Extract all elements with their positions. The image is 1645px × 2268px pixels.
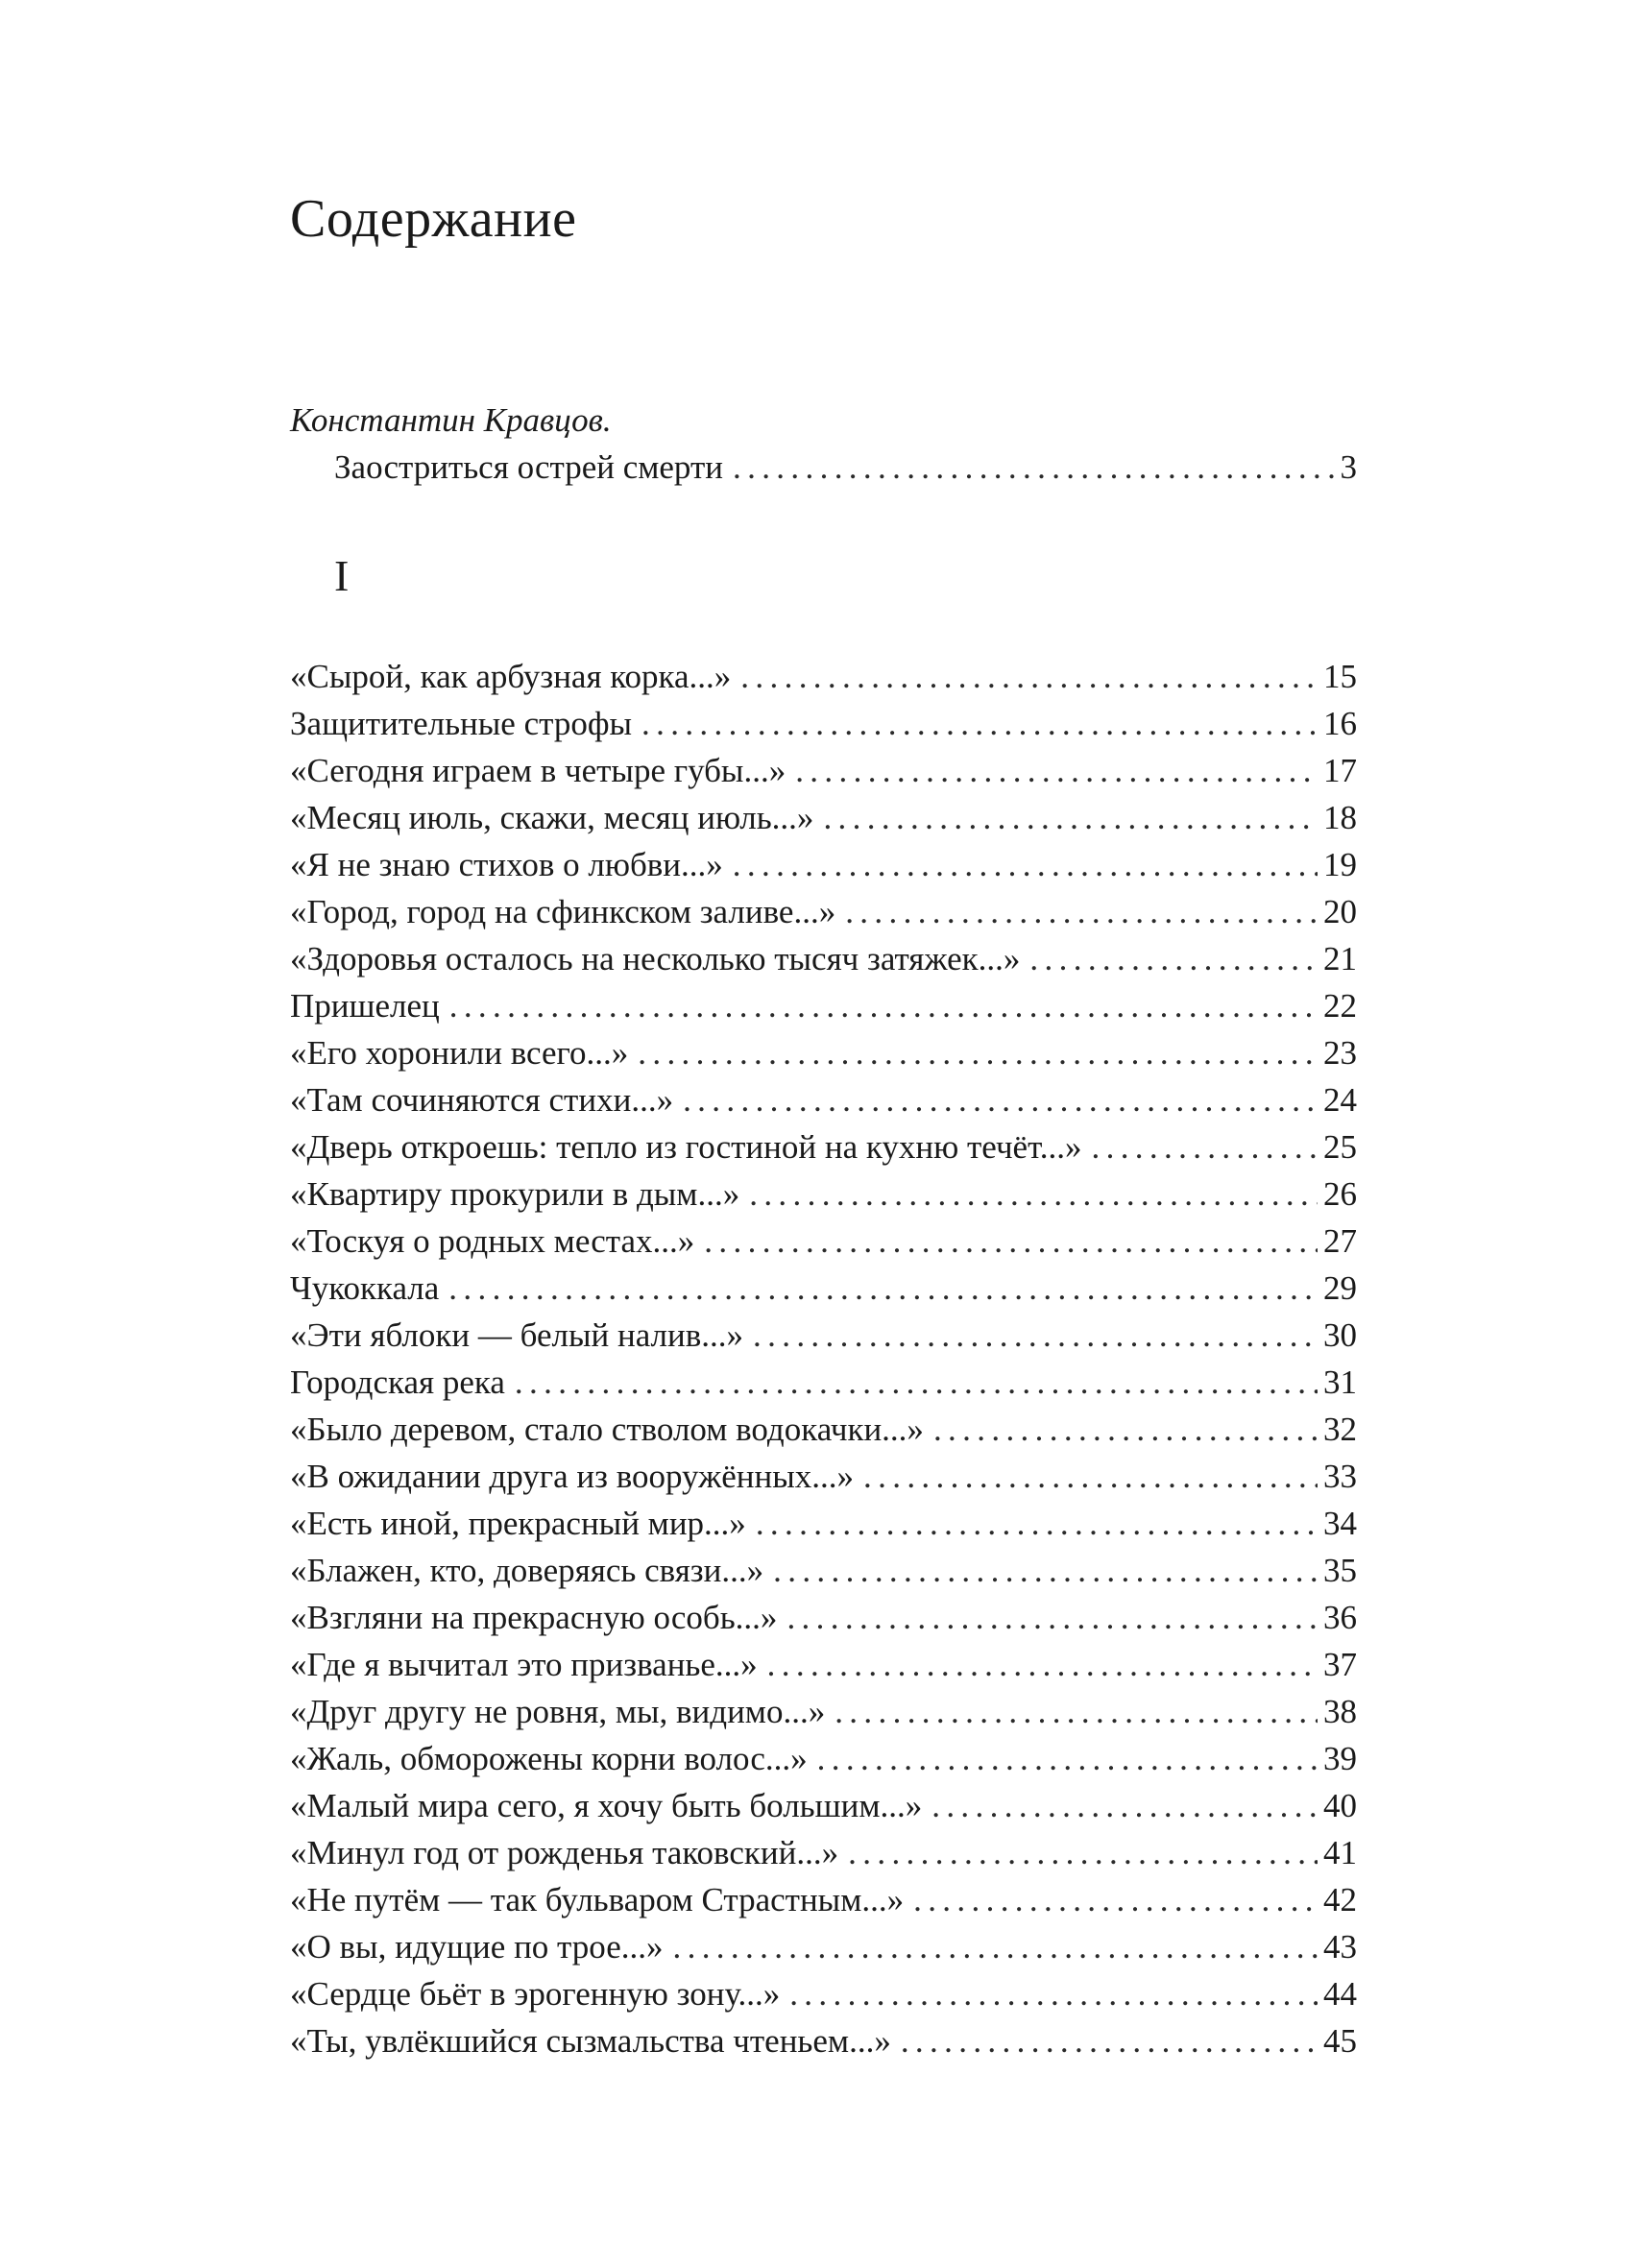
dot-leader — [773, 1547, 1318, 1594]
toc-entry[interactable] — [290, 1406, 1357, 1453]
dot-leader — [1092, 1123, 1318, 1170]
toc-entry-title: «Эти яблоки — белый налив...» — [290, 1316, 744, 1354]
toc-entry[interactable] — [290, 1029, 1357, 1076]
dot-leader — [733, 444, 1335, 491]
toc-entry-title: «Жаль, обморожены корни волос...» — [290, 1740, 808, 1777]
intro-entry — [290, 397, 1357, 491]
toc-entry[interactable] — [290, 1170, 1357, 1218]
toc-entry-title: «Минул год от рожденья таковский...» — [290, 1834, 839, 1871]
dot-leader — [933, 1406, 1318, 1453]
toc-page-number: 39 — [1323, 1740, 1357, 1777]
dot-leader — [863, 1453, 1318, 1500]
toc-entry[interactable] — [290, 1876, 1357, 1923]
toc-entry-title: «Было деревом, стало стволом водокачки...» — [290, 1411, 924, 1448]
toc-page-number: 37 — [1323, 1646, 1357, 1683]
dot-leader — [767, 1641, 1318, 1688]
toc-page-number: 41 — [1323, 1834, 1357, 1871]
toc-entry-title: Чукоккала — [290, 1269, 440, 1307]
dot-leader — [673, 1923, 1318, 1970]
dot-leader — [704, 1218, 1318, 1265]
toc-entry-title: «Тоскуя о родных местах...» — [290, 1222, 695, 1260]
dot-leader — [515, 1359, 1318, 1406]
toc-entry[interactable] — [290, 1453, 1357, 1500]
dot-leader — [641, 700, 1318, 747]
toc-entry-title: «Сегодня играем в четыре губы...» — [290, 752, 786, 789]
toc-entry-title: «Квартиру прокурили в дым...» — [290, 1175, 740, 1213]
toc-entry-title: «Там сочиняются стихи...» — [290, 1081, 674, 1119]
toc-entry[interactable] — [290, 888, 1357, 935]
toc-entry[interactable] — [290, 1359, 1357, 1406]
toc-entry-title: «Где я вычитал это призванье...» — [290, 1646, 758, 1683]
toc-page-number: 26 — [1323, 1175, 1357, 1213]
toc-entry[interactable] — [290, 1594, 1357, 1641]
dot-leader — [638, 1029, 1318, 1076]
toc-page-number: 40 — [1323, 1787, 1357, 1824]
toc-page-number: 16 — [1323, 705, 1357, 742]
dot-leader — [683, 1076, 1318, 1123]
toc-entry-title: «Дверь откроешь: тепло из гостиной на кухню течёт...» — [290, 1128, 1082, 1166]
toc-list — [290, 653, 1357, 2064]
section-heading: I — [334, 551, 350, 600]
toc-page-number: 44 — [1323, 1975, 1357, 2013]
dot-leader — [1029, 935, 1318, 982]
toc-entry-title: «Здоровья осталось на несколько тысяч затяжек...» — [290, 940, 1021, 977]
toc-page-number: 43 — [1323, 1928, 1357, 1966]
toc-entry[interactable] — [290, 1547, 1357, 1594]
toc-page-number: 20 — [1323, 893, 1357, 930]
dot-leader — [931, 1782, 1318, 1829]
toc-entry[interactable] — [290, 2017, 1357, 2064]
toc-page-number: 30 — [1323, 1316, 1357, 1354]
toc-page-number: 21 — [1323, 940, 1357, 977]
dot-leader — [449, 982, 1318, 1029]
toc-entry[interactable] — [290, 1782, 1357, 1829]
dot-leader — [448, 1265, 1318, 1312]
toc-page-number: 27 — [1323, 1222, 1357, 1260]
toc-entry-title: «Месяц июль, скажи, месяц июль...» — [290, 799, 814, 836]
toc-page-number: 45 — [1323, 2022, 1357, 2060]
toc-page-number: 25 — [1323, 1128, 1357, 1166]
toc-entry-title: Защитительные строфы — [290, 705, 633, 742]
toc-entry-title: «Блажен, кто, доверяясь связи...» — [290, 1552, 764, 1589]
toc-entry-title: «Ты, увлёкшийся сызмальства чтеньем...» — [290, 2022, 891, 2060]
toc-entry-title: «Друг другу не ровня, мы, видимо...» — [290, 1693, 826, 1730]
toc-page-number: 18 — [1323, 799, 1357, 836]
dot-leader — [786, 1594, 1318, 1641]
toc-entry[interactable] — [290, 1500, 1357, 1547]
dot-leader — [817, 1735, 1318, 1782]
toc-entry-title: «Малый мира сего, я хочу быть большим...» — [290, 1787, 923, 1824]
toc-page-number: 24 — [1323, 1081, 1357, 1119]
toc-entry[interactable] — [290, 747, 1357, 794]
toc-page-number: 3 — [1340, 448, 1357, 486]
toc-page-number: 36 — [1323, 1599, 1357, 1636]
toc-entry[interactable] — [290, 1076, 1357, 1123]
toc-entry[interactable] — [290, 794, 1357, 841]
dot-leader — [753, 1312, 1318, 1359]
toc-entry-title: Городская река — [290, 1363, 505, 1401]
toc-page-number: 33 — [1323, 1458, 1357, 1495]
intro-author: Константин Кравцов. — [290, 401, 612, 439]
toc-page-number: 31 — [1323, 1363, 1357, 1401]
toc-page-number: 32 — [1323, 1411, 1357, 1448]
toc-entry-title: «Не путём — так бульваром Страстным...» — [290, 1881, 905, 1918]
dot-leader — [835, 1688, 1318, 1735]
toc-page-number: 38 — [1323, 1693, 1357, 1730]
toc-entry[interactable] — [290, 700, 1357, 747]
toc-entry[interactable] — [290, 841, 1357, 888]
toc-page-number: 15 — [1323, 658, 1357, 695]
toc-entry-title: Заостриться острей смерти — [334, 448, 723, 486]
dot-leader — [845, 888, 1318, 935]
toc-entry-title: «Взгляни на прекрасную особь...» — [290, 1599, 778, 1636]
dot-leader — [756, 1500, 1318, 1547]
toc-entry[interactable] — [290, 1970, 1357, 2017]
dot-leader — [901, 2017, 1318, 2064]
toc-page-number: 19 — [1323, 846, 1357, 883]
toc-page-number: 22 — [1323, 987, 1357, 1025]
page-title: Содержание — [290, 189, 577, 249]
dot-leader — [913, 1876, 1318, 1923]
toc-entry-title: Пришелец — [290, 987, 440, 1025]
toc-entry[interactable] — [290, 1735, 1357, 1782]
intro-row[interactable] — [290, 444, 1357, 491]
dot-leader — [733, 841, 1318, 888]
toc-entry-title: «Я не знаю стихов о любви...» — [290, 846, 723, 883]
dot-leader — [740, 653, 1318, 700]
toc-entry-title: «Его хоронили всего...» — [290, 1034, 629, 1072]
toc-entry-title: «Есть иной, прекрасный мир...» — [290, 1505, 746, 1542]
toc-entry-title: «Сырой, как арбузная корка...» — [290, 658, 732, 695]
toc-entry[interactable] — [290, 1688, 1357, 1735]
toc-page-number: 42 — [1323, 1881, 1357, 1918]
toc-page-number: 34 — [1323, 1505, 1357, 1542]
toc-entry[interactable] — [290, 1923, 1357, 1970]
dot-leader — [823, 794, 1318, 841]
dot-leader — [749, 1170, 1318, 1218]
toc-entry[interactable] — [290, 935, 1357, 982]
toc-entry[interactable] — [290, 653, 1357, 700]
toc-entry[interactable] — [290, 982, 1357, 1029]
toc-entry[interactable] — [290, 1641, 1357, 1688]
toc-entry[interactable] — [290, 1123, 1357, 1170]
toc-page-number: 17 — [1323, 752, 1357, 789]
toc-page-number: 23 — [1323, 1034, 1357, 1072]
toc-entry-title: «Город, город на сфинкском заливе...» — [290, 893, 836, 930]
toc-entry[interactable] — [290, 1312, 1357, 1359]
toc-entry[interactable] — [290, 1829, 1357, 1876]
dot-leader — [789, 1970, 1318, 2017]
toc-entry-title: «Сердце бьёт в эрогенную зону...» — [290, 1975, 781, 2013]
dot-leader — [795, 747, 1318, 794]
toc-entry-title: «О вы, идущие по трое...» — [290, 1928, 664, 1966]
toc-page-number: 35 — [1323, 1552, 1357, 1589]
toc-entry-title: «В ожидании друга из вооружённых...» — [290, 1458, 855, 1495]
dot-leader — [848, 1829, 1318, 1876]
toc-page-number: 29 — [1323, 1269, 1357, 1307]
toc-entry[interactable] — [290, 1218, 1357, 1265]
toc-entry[interactable] — [290, 1265, 1357, 1312]
